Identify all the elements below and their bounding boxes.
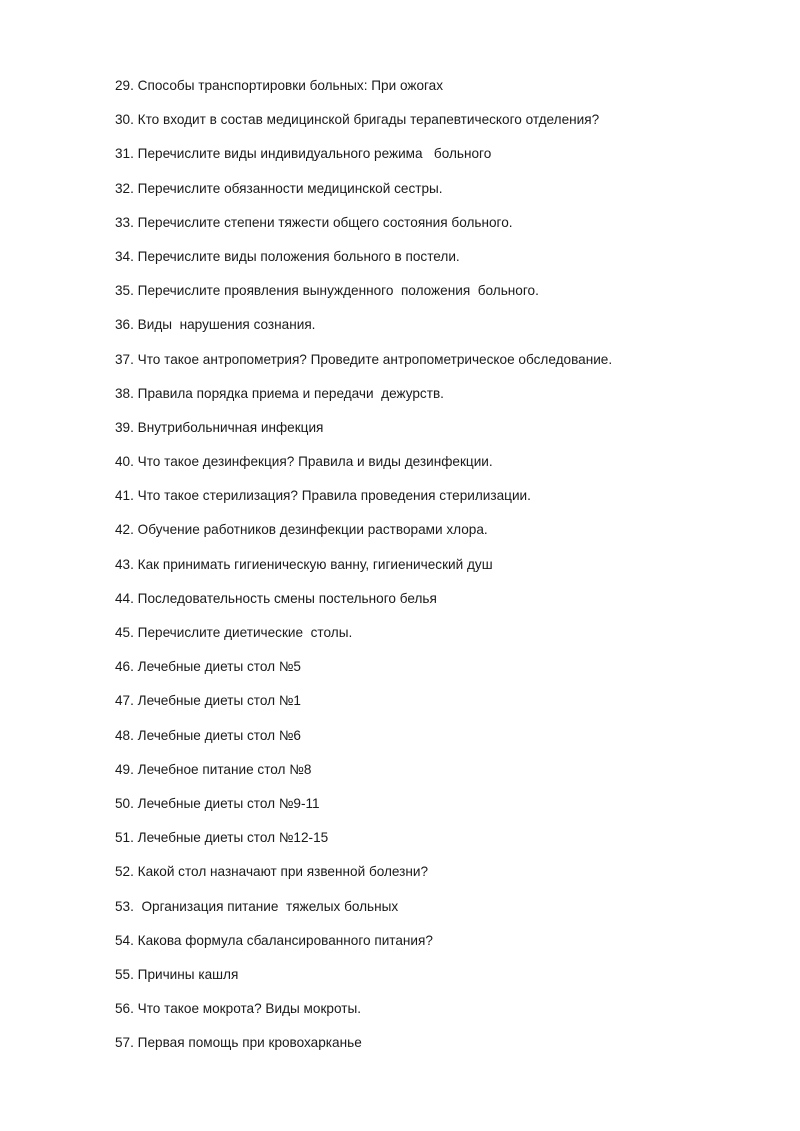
question-item: 41. Что такое стерилизация? Правила проведения стерилизации. [115, 488, 531, 504]
question-item: 42. Обучение работников дезинфекции растворами хлора. [115, 522, 488, 538]
question-item: 29. Способы транспортировки больных: При ожогах [115, 78, 444, 93]
question-item: 38. Правила порядка приема и передачи дежурств. [115, 385, 444, 401]
question-item: 53. Организация питание тяжелых больных [115, 898, 399, 914]
question-item: 57. Первая помощь при кровохарканье [115, 1035, 362, 1051]
question-item: 49. Лечебное питание стол №8 [115, 761, 312, 777]
question-item: 45. Перечислите диетические столы. [115, 625, 353, 640]
question-item: 37. Что такое антропометрия? Проведите антропометрическое обследование. [115, 351, 613, 367]
question-item: 51. Лечебные диеты стол №12-15 [115, 830, 329, 846]
question-item: 43. Как принимать гигиеническую ванну, гигиенический душ [115, 556, 493, 572]
question-item: 30. Кто входит в состав медицинской бригады терапевтического отделения? [115, 112, 600, 128]
question-item: 35. Перечислите проявления вынужденного положения больного. [115, 283, 539, 299]
question-list [115, 76, 755, 1067]
question-item: 52. Какой стол назначают при язвенной болезни? [115, 864, 429, 880]
question-item: 40. Что такое дезинфекция? Правила и виды дезинфекции. [115, 454, 493, 470]
question-item: 47. Лечебные диеты стол №1 [115, 693, 301, 709]
question-item: 50. Лечебные диеты стол №9-11 [115, 795, 320, 811]
question-item: 44. Последовательность смены постельного белья [115, 590, 437, 606]
question-item: 56. Что такое мокрота? Виды мокроты. [115, 1001, 362, 1017]
question-item: 46. Лечебные диеты стол №5 [115, 659, 301, 675]
question-item: 39. Внутрибольничная инфекция [115, 419, 324, 435]
question-item: 33. Перечислите степени тяжести общего состояния больного. [115, 214, 513, 230]
question-item: 54. Какова формула сбалансированного питания? [115, 932, 433, 948]
question-item: 34. Перечислите виды положения больного в постели. [115, 248, 460, 264]
question-item: 48. Лечебные диеты стол №6 [115, 727, 301, 743]
question-item: 55. Причины кашля [115, 966, 239, 982]
question-item: 36. Виды нарушения сознания. [115, 317, 316, 333]
question-item: 31. Перечислите виды индивидуального режима больного [115, 146, 492, 162]
question-item: 32. Перечислите обязанности медицинской сестры. [115, 180, 443, 196]
